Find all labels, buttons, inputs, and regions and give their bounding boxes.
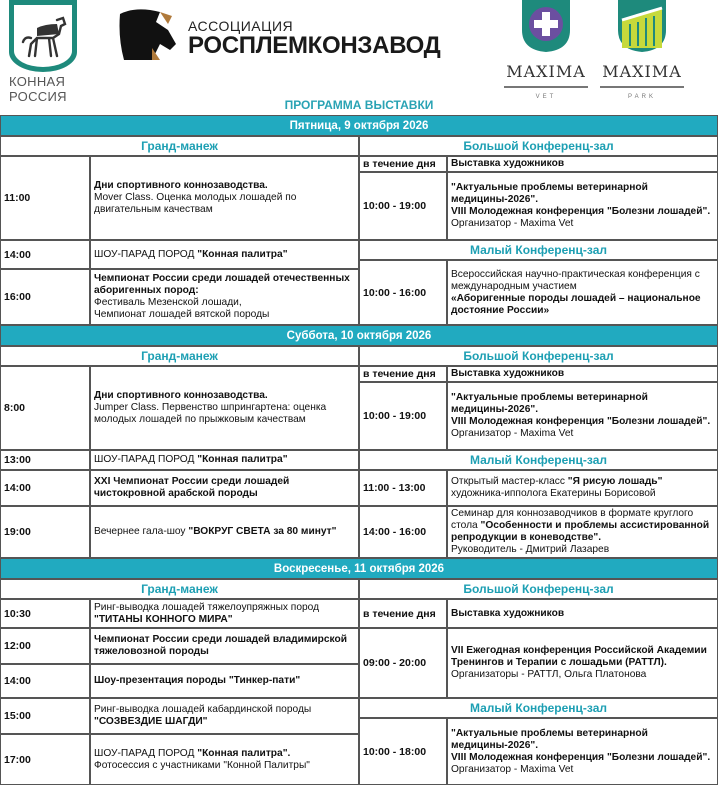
hall-grand-manege: Гранд-манеж [0, 136, 359, 156]
time-cell: 15:00 [0, 698, 90, 734]
event-cell: Ринг-выводка лошадей тяжелоупряжных пород "ТИТАНЫ КОННОГО МИРА" [90, 599, 359, 628]
program-title: ПРОГРАММА ВЫСТАВКИ [284, 98, 434, 112]
hall-big-conference: Большой Конференц-зал [359, 346, 718, 366]
maxima-vet-word: MAXIMA [506, 62, 586, 81]
hall-grand-manege: Гранд-манеж [0, 579, 359, 599]
day-header: Пятница, 9 октября 2026 [0, 115, 718, 136]
time-cell: 10:00 - 19:00 [359, 382, 447, 450]
event-cell: Выставка художников [447, 599, 718, 628]
hall-big-conference: Большой Конференц-зал [359, 579, 718, 599]
event-cell: "Актуальные проблемы ветеринарной медицины-2026". VIII Молодежная конференция "Болезни лошадей". Организатор - Maxima Vet [447, 718, 718, 785]
time-cell: 8:00 [0, 366, 90, 450]
time-cell: 13:00 [0, 450, 90, 470]
time-cell: 16:00 [0, 269, 90, 325]
time-cell: в течение дня [359, 366, 447, 382]
event-cell: Шоу-презентация породы "Тинкер-пати" [90, 664, 359, 698]
event-cell: Вечернее гала-шоу "ВОКРУГ СВЕТА за 80 минут" [90, 506, 359, 558]
assoc-label: АССОЦИАЦИЯ [188, 18, 294, 34]
hall-small-conference: Малый Конференц-зал [359, 450, 718, 470]
time-cell: 14:00 [0, 470, 90, 506]
maxima-vet-sub: VET [535, 94, 557, 100]
event-cell: Чемпионат России среди лошадей владимирской тяжеловозной породы [90, 628, 359, 664]
event-cell: Чемпионат России среди лошадей отечественных аборигенных пород: Фестиваль Мезенской лошади, Чемпионат лошадей вятской породы [90, 269, 359, 325]
time-cell: 10:00 - 16:00 [359, 260, 447, 325]
maxima-park-sub: PARK [628, 94, 656, 100]
time-cell: 09:00 - 20:00 [359, 628, 447, 698]
hall-grand-manege: Гранд-манеж [0, 346, 359, 366]
event-cell: Всероссийская научно-практическая конференция с международным участием «Аборигенные породы лошадей – национальное достояние России» [447, 260, 718, 325]
day-header: Суббота, 10 октября 2026 [0, 325, 718, 346]
event-cell: VII Ежегодная конференция Российской Академии Тренингов и Терапии с лошадьми (РАТТЛ). Организаторы - РАТТЛ, Ольга Платонова [447, 628, 718, 698]
event-cell: Выставка художников [447, 156, 718, 172]
event-cell: ШОУ-ПАРАД ПОРОД "Конная палитра". Фотосессия с участниками "Конной Палитры" [90, 734, 359, 785]
assoc-name: РОСПЛЕМКОНЗАВОД [188, 32, 441, 59]
time-cell: 19:00 [0, 506, 90, 558]
day-header: Воскресенье, 11 октября 2026 [0, 558, 718, 579]
event-cell: Выставка художников [447, 366, 718, 382]
time-cell: в течение дня [359, 156, 447, 172]
maxima-park-word: MAXIMA [602, 62, 682, 81]
event-cell: Ринг-выводка лошадей кабардинской породы "СОЗВЕЗДИЕ ШАГДИ" [90, 698, 359, 734]
event-cell: ШОУ-ПАРАД ПОРОД "Конная палитра" [90, 450, 359, 470]
hall-small-conference: Малый Конференц-зал [359, 240, 718, 260]
time-cell: 14:00 - 16:00 [359, 506, 447, 558]
hall-big-conference: Большой Конференц-зал [359, 136, 718, 156]
time-cell: 14:00 [0, 240, 90, 269]
event-cell: "Актуальные проблемы ветеринарной медицины-2026". VIII Молодежная конференция "Болезни лошадей". Организатор - Maxima Vet [447, 172, 718, 240]
konnaya-line2: РОССИЯ [9, 89, 67, 104]
time-cell: в течение дня [359, 599, 447, 628]
event-cell: Открытый мастер-класс "Я рисую лошадь" художника-ипполога Екатерины Борисовой [447, 470, 718, 506]
time-cell: 11:00 [0, 156, 90, 240]
event-cell: Семинар для коннозаводчиков в формате круглого стола "Особенности и проблемы ассистированной репродукции в коневодстве". Руководитель - Дмитрий Лазарев [447, 506, 718, 558]
time-cell: 10:00 - 18:00 [359, 718, 447, 785]
time-cell: 14:00 [0, 664, 90, 698]
konnaya-line1: КОННАЯ [9, 74, 66, 89]
event-cell: Дни спортивного коннозаводства. Mover Class. Оценка молодых лошадей по двигательным качествам [90, 156, 359, 240]
time-cell: 11:00 - 13:00 [359, 470, 447, 506]
event-cell: Дни спортивного коннозаводства. Jumper Class. Первенство шпрингартена: оценка молодых лошадей по прыжковым качествам [90, 366, 359, 450]
event-cell: "Актуальные проблемы ветеринарной медицины-2026". VIII Молодежная конференция "Болезни лошадей". Организатор - Maxima Vet [447, 382, 718, 450]
time-cell: 10:00 - 19:00 [359, 172, 447, 240]
time-cell: 10:30 [0, 599, 90, 628]
event-cell: XXI Чемпионат России среди лошадей чистокровной арабской породы [90, 470, 359, 506]
hall-small-conference: Малый Конференц-зал [359, 698, 718, 718]
time-cell: 12:00 [0, 628, 90, 664]
time-cell: 17:00 [0, 734, 90, 785]
event-cell: ШОУ-ПАРАД ПОРОД "Конная палитра" [90, 240, 359, 269]
